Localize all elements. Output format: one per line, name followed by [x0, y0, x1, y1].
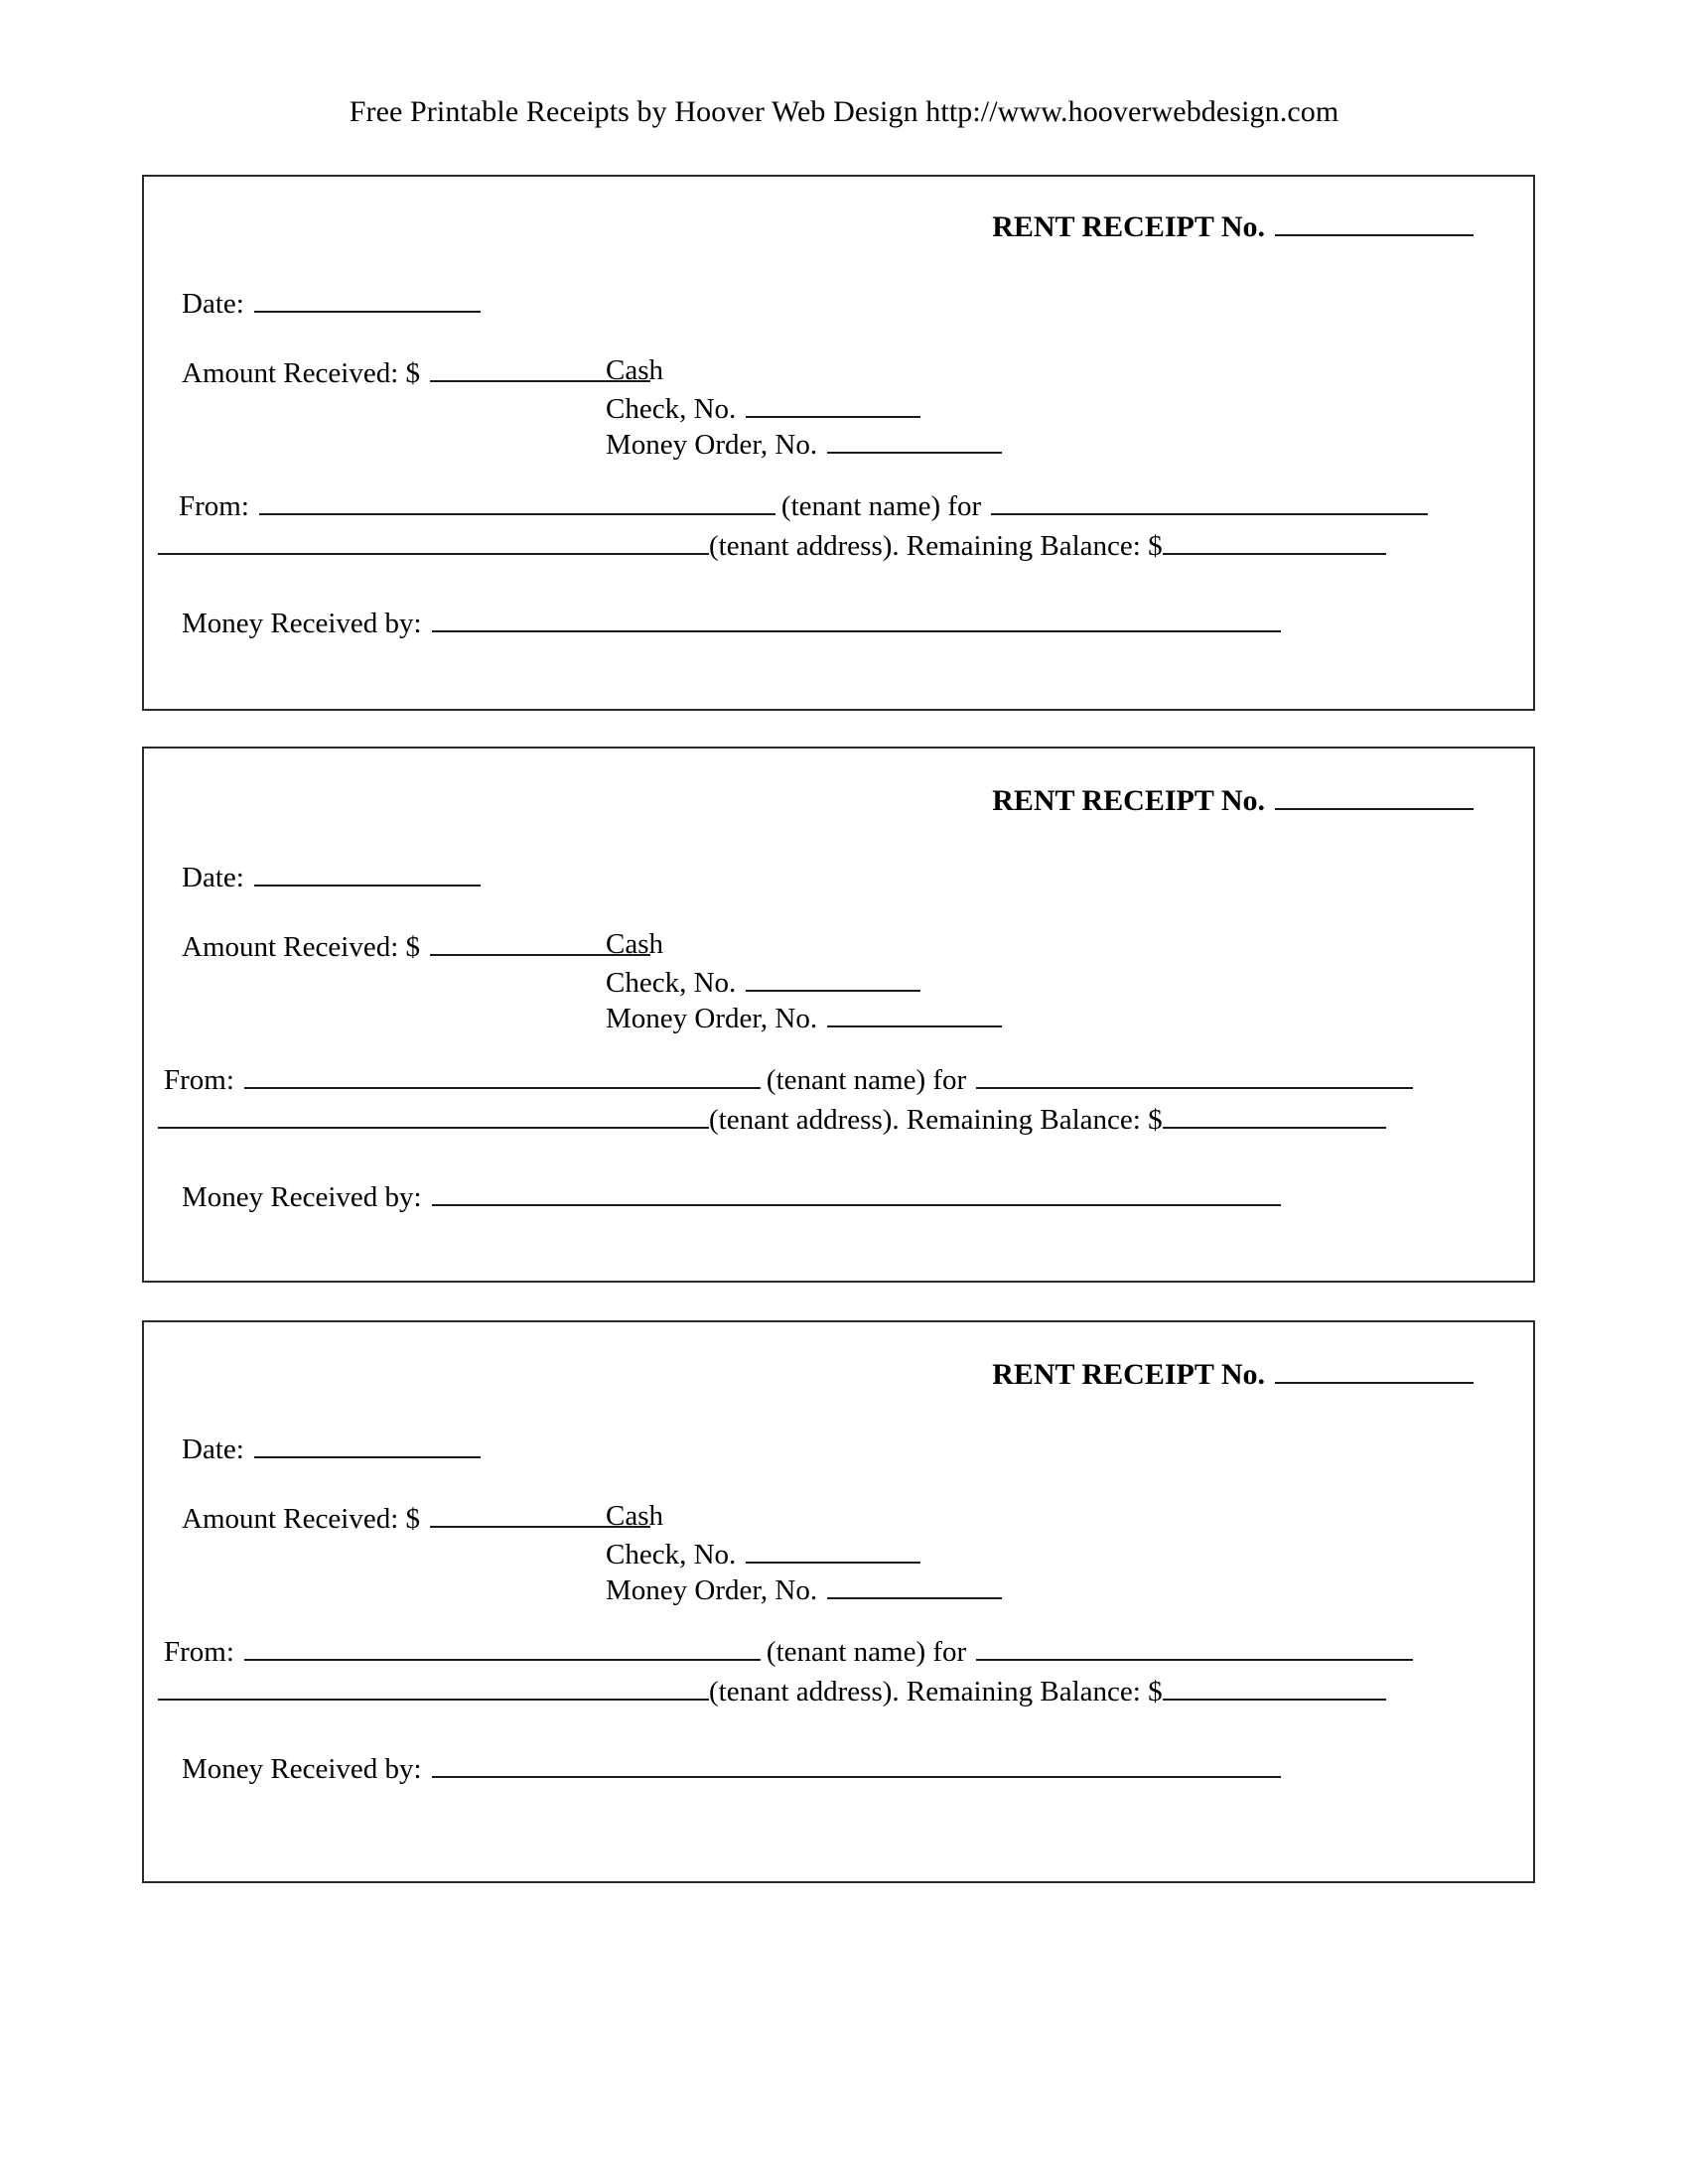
receipt-1-rental-for-blank[interactable]: [991, 486, 1428, 515]
receipt-2-money-order-line: [606, 999, 1002, 1034]
receipt-2-title: RENT RECEIPT No.: [992, 783, 1265, 817]
receipt-2-date-blank[interactable]: [254, 858, 481, 887]
receipt-3-rental-for-blank[interactable]: [976, 1632, 1413, 1661]
receipt-1-tenant-address-blank[interactable]: [158, 526, 709, 555]
receipt-3-title: RENT RECEIPT No.: [992, 1357, 1265, 1391]
receipt-2-tenant-name-hint: (tenant name) for: [766, 1063, 967, 1096]
receipt-3-cash-label: Cash: [606, 1500, 663, 1532]
receipt-2-from-label: From:: [164, 1063, 234, 1096]
receipt-1-address-balance-hint: (tenant address). Remaining Balance: $: [709, 529, 1163, 562]
receipt-3-date-blank[interactable]: [254, 1430, 481, 1458]
receipt-3-check-number-blank[interactable]: [746, 1535, 920, 1564]
rent-receipt-card-2: [142, 747, 1535, 1283]
receipt-1-check-label: Check, No.: [606, 392, 737, 425]
receipt-3-received-by-blank[interactable]: [432, 1749, 1281, 1778]
receipt-1-remaining-balance-blank[interactable]: [1163, 526, 1386, 555]
receipt-3-check-line: [606, 1535, 1002, 1570]
receipt-2-cash-label: Cash: [606, 928, 663, 960]
receipt-2-number-blank[interactable]: [1275, 780, 1474, 810]
receipt-3-from-label: From:: [164, 1635, 234, 1668]
receipt-1-amount-row: [182, 353, 650, 390]
receipt-2-date-label: Date:: [182, 861, 244, 893]
receipt-1-from-row: [179, 486, 1428, 523]
receipt-1-title: RENT RECEIPT No.: [992, 209, 1265, 243]
receipt-3-tenant-address-blank[interactable]: [158, 1672, 709, 1701]
receipt-2-amount-row: [182, 927, 650, 964]
receipt-2-received-by-row: [182, 1177, 1281, 1214]
receipt-1-address-row: [158, 526, 1386, 563]
receipt-3-tenant-name-hint: (tenant name) for: [766, 1635, 967, 1668]
receipt-2-received-by-label: Money Received by:: [182, 1180, 422, 1213]
receipt-3-title-row: [992, 1354, 1474, 1392]
receipt-3-number-blank[interactable]: [1275, 1354, 1474, 1384]
receipt-1-money-order-line: [606, 425, 1002, 461]
receipt-1-money-order-number-blank[interactable]: [827, 425, 1002, 454]
receipt-2-payment-method-column: [606, 927, 1002, 1034]
receipt-2-money-order-number-blank[interactable]: [827, 999, 1002, 1027]
receipt-1-payment-method-column: [606, 353, 1002, 461]
receipt-3-check-label: Check, No.: [606, 1538, 737, 1570]
receipt-2-money-order-label: Money Order, No.: [606, 1002, 818, 1034]
receipt-3-tenant-name-blank[interactable]: [244, 1632, 761, 1661]
receipt-1-date-row: [182, 284, 481, 321]
receipt-1-body: [144, 177, 1533, 709]
receipt-3-received-by-row: [182, 1749, 1281, 1786]
receipt-3-amount-row: [182, 1499, 650, 1536]
receipt-2-rental-for-blank[interactable]: [976, 1060, 1413, 1089]
receipt-3-money-order-label: Money Order, No.: [606, 1573, 818, 1606]
receipt-3-payment-method-column: [606, 1499, 1002, 1606]
receipt-2-remaining-balance-blank[interactable]: [1163, 1100, 1386, 1129]
receipt-1-cash-label: Cash: [606, 354, 663, 386]
receipt-1-check-number-blank[interactable]: [746, 389, 920, 418]
receipt-1-amount-label: Amount Received: $: [182, 356, 421, 389]
receipt-2-amount-label: Amount Received: $: [182, 930, 421, 963]
receipt-1-cash-line[interactable]: [606, 353, 1002, 389]
receipt-1-date-label: Date:: [182, 287, 244, 320]
receipt-2-check-line: [606, 963, 1002, 999]
receipt-3-amount-label: Amount Received: $: [182, 1502, 421, 1535]
receipt-2-received-by-blank[interactable]: [432, 1177, 1281, 1206]
receipt-2-cash-line[interactable]: [606, 927, 1002, 963]
receipt-1-date-blank[interactable]: [254, 284, 481, 313]
receipt-2-tenant-name-blank[interactable]: [244, 1060, 761, 1089]
receipt-2-tenant-address-blank[interactable]: [158, 1100, 709, 1129]
receipt-1-number-blank[interactable]: [1275, 206, 1474, 236]
receipt-1-check-line: [606, 389, 1002, 425]
receipt-3-address-row: [158, 1672, 1386, 1708]
receipt-2-from-row: [164, 1060, 1413, 1097]
receipt-1-tenant-name-hint: (tenant name) for: [780, 489, 982, 522]
rent-receipt-card-3: [142, 1320, 1535, 1883]
receipt-1-money-order-label: Money Order, No.: [606, 428, 818, 461]
receipt-1-tenant-name-blank[interactable]: [259, 486, 775, 515]
receipt-3-date-label: Date:: [182, 1433, 244, 1465]
receipt-3-money-order-number-blank[interactable]: [827, 1570, 1002, 1599]
receipt-2-body: [144, 749, 1533, 1281]
receipt-2-address-balance-hint: (tenant address). Remaining Balance: $: [709, 1103, 1163, 1136]
page-header-credit: Free Printable Receipts by Hoover Web Design http://www.hooverwebdesign.com: [349, 95, 1339, 128]
receipt-2-address-row: [158, 1100, 1386, 1137]
rent-receipt-card-1: [142, 175, 1535, 711]
receipt-2-check-label: Check, No.: [606, 966, 737, 999]
receipt-2-check-number-blank[interactable]: [746, 963, 920, 992]
receipt-1-received-by-blank[interactable]: [432, 604, 1281, 632]
receipt-3-from-row: [164, 1632, 1413, 1669]
receipt-1-from-label: From:: [179, 489, 249, 522]
receipt-2-title-row: [992, 780, 1474, 818]
receipt-3-cash-line[interactable]: [606, 1499, 1002, 1535]
receipt-3-body: [144, 1322, 1533, 1881]
receipt-3-money-order-line: [606, 1570, 1002, 1606]
receipt-2-date-row: [182, 858, 481, 894]
receipt-3-remaining-balance-blank[interactable]: [1163, 1672, 1386, 1701]
receipt-1-title-row: [992, 206, 1474, 244]
receipt-1-received-by-label: Money Received by:: [182, 607, 422, 639]
receipt-3-address-balance-hint: (tenant address). Remaining Balance: $: [709, 1675, 1163, 1707]
receipt-3-received-by-label: Money Received by:: [182, 1752, 422, 1785]
receipt-1-received-by-row: [182, 604, 1281, 640]
receipt-3-date-row: [182, 1430, 481, 1466]
